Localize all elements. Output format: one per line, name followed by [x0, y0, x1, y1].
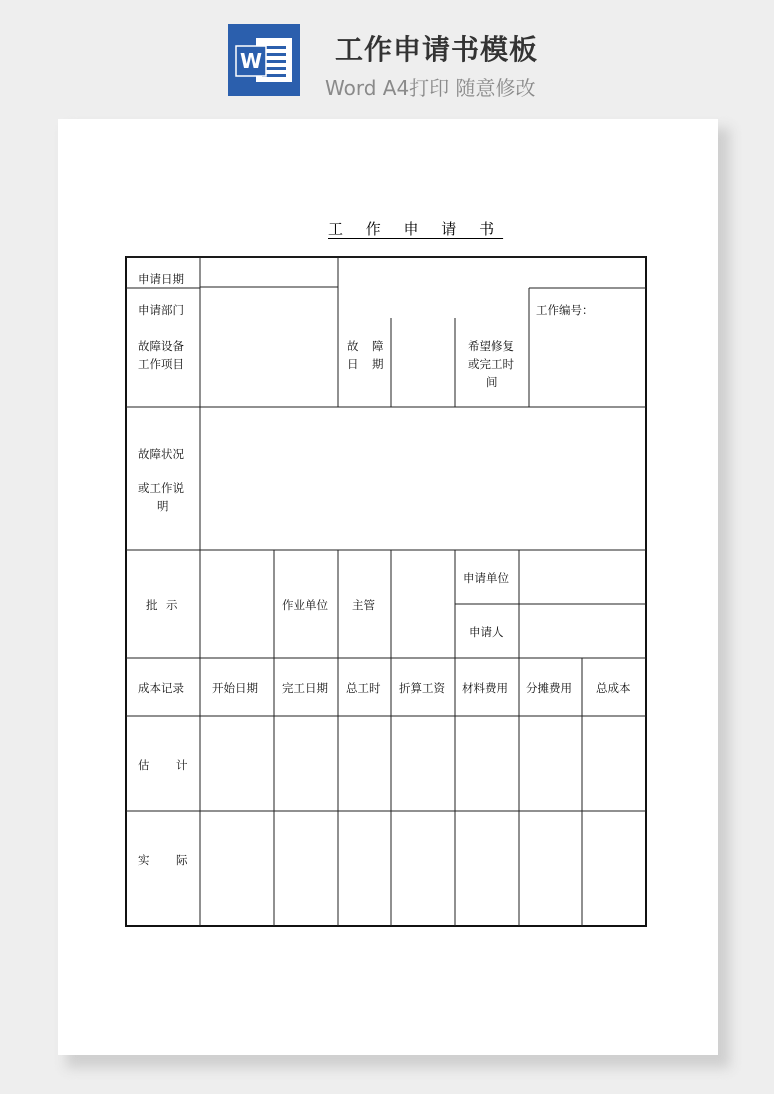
label-estimate-2: 计: [176, 758, 188, 772]
label-approve-2: 示: [166, 598, 178, 612]
label-fault-2: 障: [372, 339, 384, 353]
header-converted-wage: 折算工资: [399, 681, 445, 695]
label-fault-1: 故: [347, 339, 359, 353]
label-approve-1: 批: [146, 598, 158, 612]
form-outer-border: [126, 257, 646, 926]
label-status-1: 故障状况: [138, 447, 184, 461]
label-apply-dept: 申请部门: [138, 303, 184, 317]
banner-title: 工作申请书模板: [335, 33, 539, 66]
label-fault-device-2: 工作项目: [138, 357, 184, 371]
label-hope-2: 或完工时: [468, 357, 514, 371]
label-apply-unit: 申请单位: [463, 571, 509, 585]
header-finish-date: 完工日期: [282, 681, 328, 695]
header-material-cost: 材料费用: [462, 681, 508, 695]
header-total-hours: 总工时: [346, 681, 381, 695]
label-apply-date: 申请日期: [138, 272, 184, 286]
label-date-1: 日: [347, 357, 359, 371]
label-hope-3: 间: [486, 375, 498, 389]
label-estimate-1: 估: [138, 758, 150, 772]
document-title: 工 作 申 请 书: [328, 220, 504, 238]
svg-text:W: W: [239, 49, 263, 73]
label-actual-1: 实: [138, 853, 150, 867]
label-status-2: 或工作说: [138, 481, 184, 495]
label-applicant: 申请人: [469, 625, 504, 639]
header-total-cost: 总成本: [596, 681, 631, 695]
label-status-3: 明: [157, 499, 169, 513]
header-shared-cost: 分摊费用: [526, 681, 572, 695]
label-work-unit: 作业单位: [282, 598, 328, 612]
label-cost-record: 成本记录: [138, 681, 184, 695]
label-actual-2: 际: [176, 853, 188, 867]
label-work-no: 工作编号：: [536, 303, 594, 317]
label-hope-1: 希望修复: [468, 339, 514, 353]
label-supervisor: 主管: [352, 598, 375, 612]
header-start-date: 开始日期: [212, 681, 258, 695]
banner-subtitle: Word A4打印 随意修改: [325, 76, 536, 100]
label-date-2: 期: [372, 357, 384, 371]
label-fault-device-1: 故障设备: [138, 339, 184, 353]
